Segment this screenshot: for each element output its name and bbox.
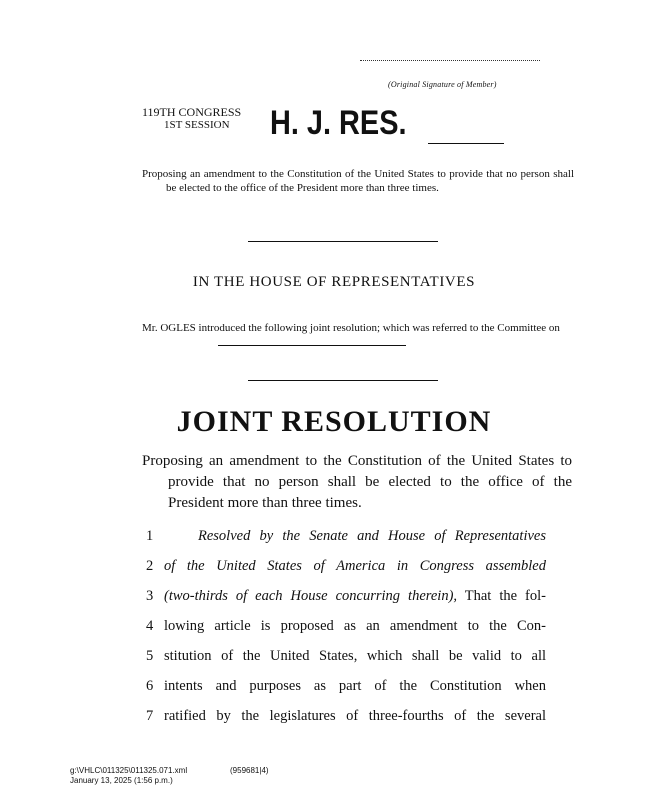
job-id: (959681|4) xyxy=(230,766,269,775)
session-number: 1ST SESSION xyxy=(164,119,230,131)
line-text: ratified by the legislatures of three-fourths of the several xyxy=(164,708,546,724)
line-number: 5 xyxy=(146,648,154,664)
introduction-statement xyxy=(142,321,622,351)
sponsor-prefix: Mr. xyxy=(142,322,161,334)
document-footer xyxy=(70,766,269,786)
signature-line xyxy=(360,60,540,61)
congress-session-block xyxy=(142,106,241,132)
introduction-text: introduced the following joint resolution; which was referred to the Committee on xyxy=(195,322,560,334)
timestamp: January 13, 2025 (1:56 p.m.) xyxy=(70,776,173,785)
measure-type: H. J. RES. xyxy=(270,104,407,142)
congress-number: 119TH CONGRESS xyxy=(142,105,242,119)
line-number: 7 xyxy=(146,708,154,724)
divider-rule xyxy=(248,241,438,242)
line-number: 3 xyxy=(146,588,154,604)
line-number: 4 xyxy=(146,618,154,634)
body-line xyxy=(142,678,546,698)
body-line xyxy=(142,648,546,668)
body-line xyxy=(142,618,546,638)
line-roman-part: That the fol- xyxy=(457,588,546,604)
chamber-heading: IN THE HOUSE OF REPRESENTATIVES xyxy=(192,274,476,290)
signature-caption: (Original Signature of Member) xyxy=(388,80,497,89)
line-text: Resolved by the Senate and House of Representatives xyxy=(198,528,546,544)
line-italic-part: (two-thirds of each House concurring therein), xyxy=(164,588,458,604)
line-number: 2 xyxy=(146,558,154,574)
line-text xyxy=(164,588,546,605)
line-text: of the United States of America in Congress assembled xyxy=(164,558,546,574)
document-title: JOINT RESOLUTION xyxy=(176,405,492,438)
body-line xyxy=(142,708,546,728)
divider-rule xyxy=(248,380,438,381)
body-line xyxy=(142,558,546,578)
measure-number-blank xyxy=(428,143,504,144)
sponsor-name: OGLES xyxy=(160,322,196,334)
body-line xyxy=(142,528,546,548)
body-line xyxy=(142,588,546,608)
line-number: 1 xyxy=(146,528,154,544)
line-number: 6 xyxy=(146,678,154,694)
line-text: stitution of the United States, which shall be valid to all xyxy=(164,648,546,664)
summary-text: Proposing an amendment to the Constitution of the United States to provide that no person shall be elected to the office of the President more than three times. xyxy=(142,168,574,194)
purpose-text: Proposing an amendment to the Constitution of the United States to provide that no person shall be elected to the office of the President more than three times. xyxy=(142,453,572,511)
line-text: lowing article is proposed as an amendment to the Con- xyxy=(164,618,546,634)
file-path: g:\VHLC\011325\011325.071.xml xyxy=(70,766,188,775)
line-text: intents and purposes as part of the Constitution when xyxy=(164,678,546,694)
committee-blank xyxy=(218,336,406,346)
